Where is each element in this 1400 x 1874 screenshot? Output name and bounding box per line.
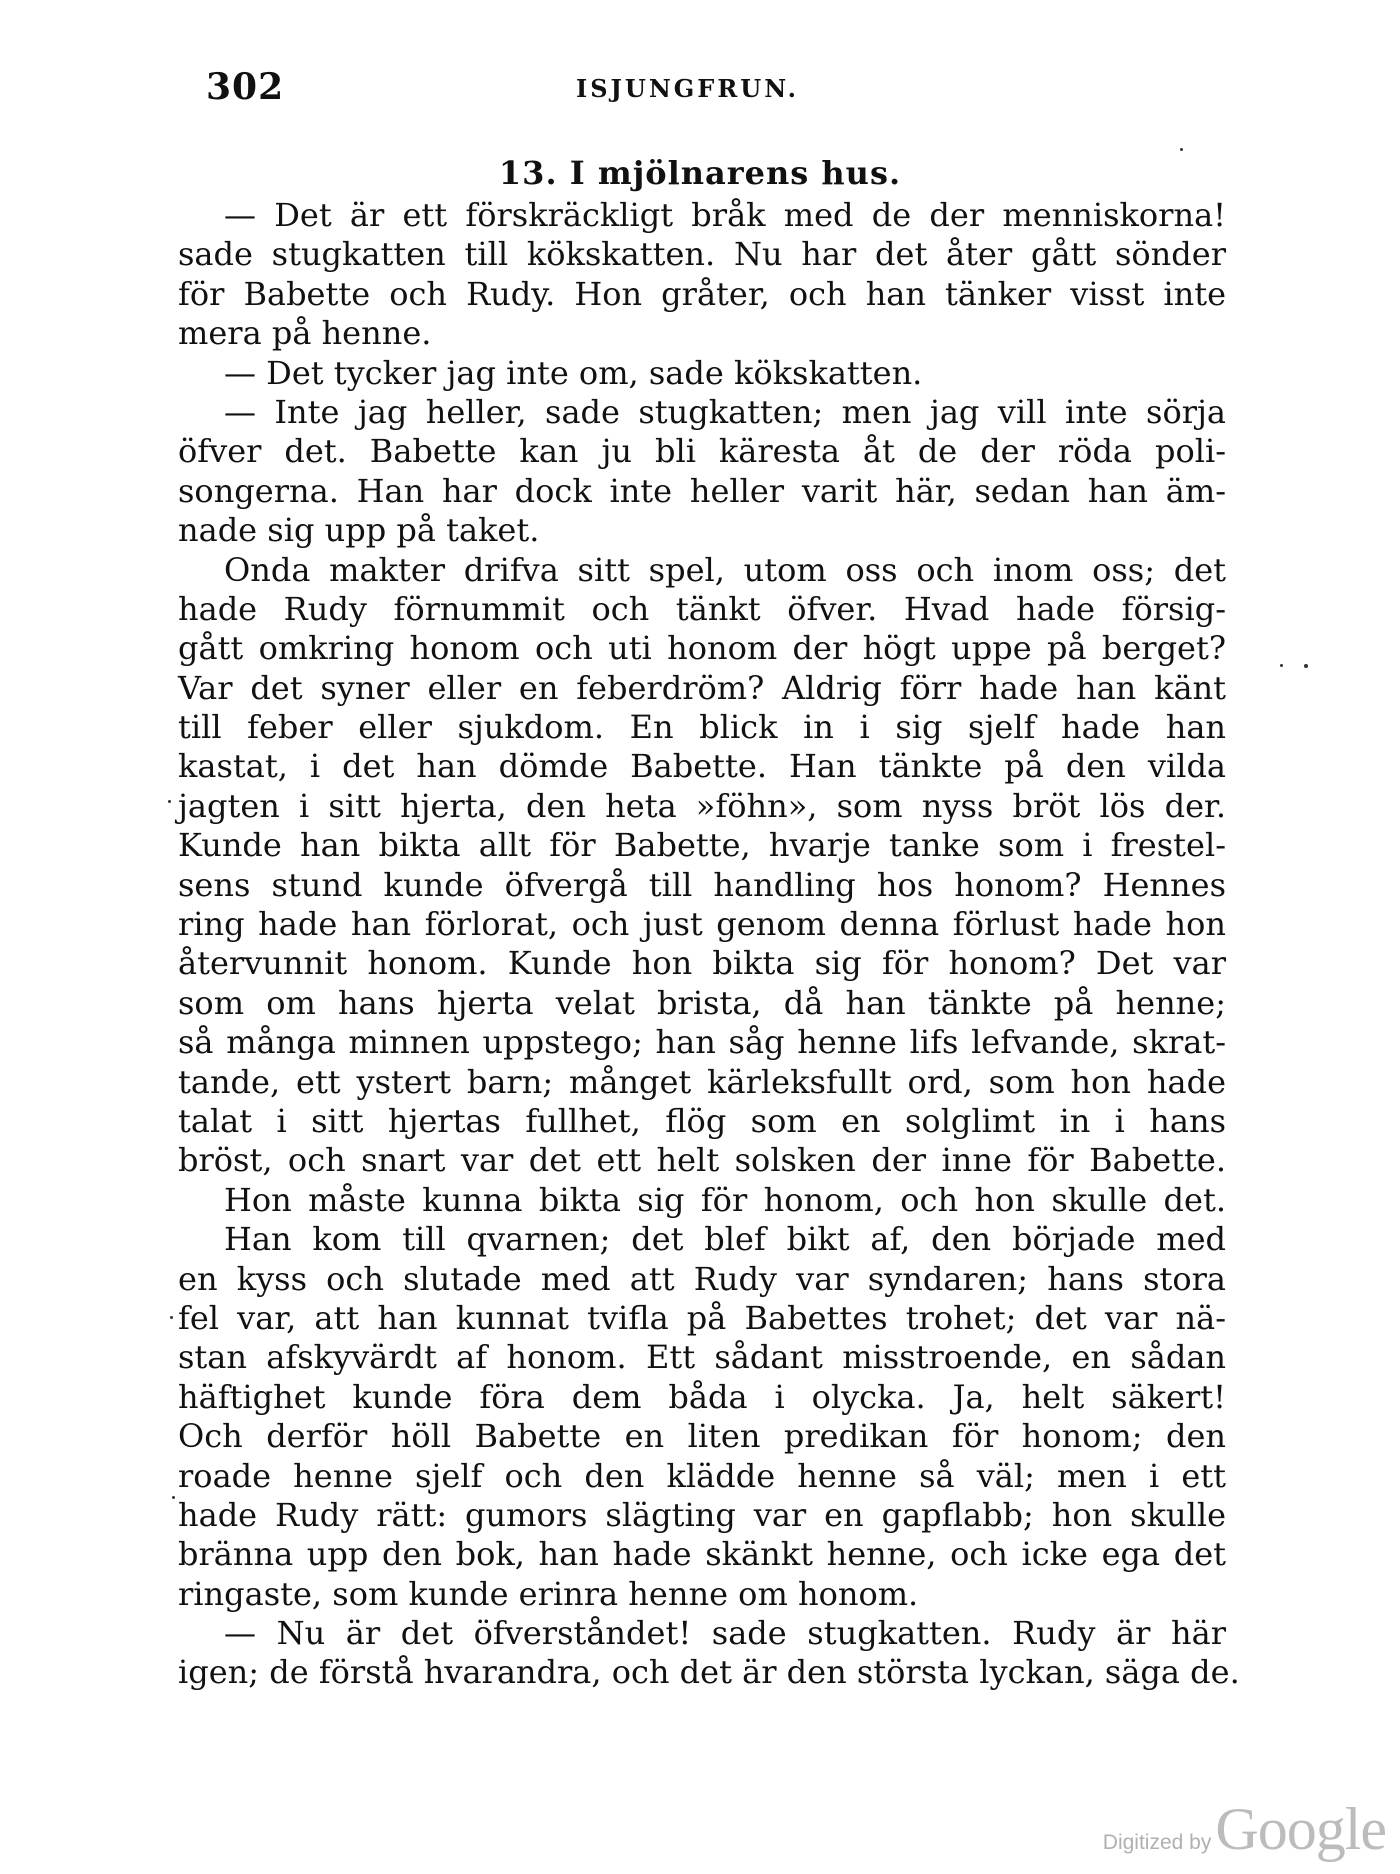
text-line: tande, ett ystert barn; månget kärleksfullt ord, som hon hade [178, 1062, 1226, 1101]
print-speck [168, 800, 171, 803]
text-line: — Det är ett förskräckligt bråk med de der menniskorna! [224, 196, 1226, 234]
text-line: som om hans hjerta velat brista, då han tänkte på henne; [178, 983, 1226, 1022]
text-line: så många minnen uppstego; han såg henne lifs lefvande, skrat- [178, 1023, 1226, 1062]
print-speck [1304, 664, 1308, 668]
text-line: sade stugkatten till kökskatten. Nu har det åter gått sönder [178, 235, 1226, 274]
body-text [178, 196, 1240, 1693]
chapter-title: 13. I mjölnarens hus. [498, 154, 902, 192]
text-line: roade henne sjelf och den klädde henne så väl; men i ett [178, 1456, 1226, 1495]
text-line: — Det tycker jag inte om, sade kökskatten. [224, 353, 923, 392]
text-line: nade sig upp på taket. [178, 511, 540, 550]
text-line: ringaste, som kunde erinra henne om honom. [178, 1574, 919, 1613]
text-line: hade Rudy förnummit och tänkt öfver. Hvad hade försig- [178, 589, 1226, 628]
text-line: sens stund kunde öfvergå till handling hos honom? Hennes [178, 865, 1226, 904]
text-line: igen; de förstå hvarandra, och det är den största lyckan, säga de. [178, 1653, 1240, 1692]
text-line: — Inte jag heller, sade stugkatten; men jag vill inte sörja [224, 392, 1226, 431]
text-line: bröst, och snart var det ett helt solsken der inne för Babette. [178, 1141, 1226, 1180]
text-line: en kyss och slutade med att Rudy var syndaren; hans stora [178, 1259, 1226, 1298]
text-line: till feber eller sjukdom. En blick in i sig sjelf hade han [178, 708, 1226, 747]
running-title: ISJUNGFRUN. [576, 74, 799, 103]
text-line: återvunnit honom. Kunde hon bikta sig för honom? Det var [178, 944, 1226, 983]
text-line: hade Rudy rätt: gumors slägting var en gapflabb; hon skulle [178, 1495, 1226, 1534]
text-line: Hon måste kunna bikta sig för honom, och hon skulle det. [224, 1180, 1226, 1219]
text-line: Och derför höll Babette en liten predikan för honom; den [178, 1417, 1226, 1456]
text-line: för Babette och Rudy. Hon gråter, och han tänker visst inte [178, 274, 1226, 313]
text-line: talat i sitt hjertas fullhet, flög som en solglimt in i hans [178, 1101, 1226, 1140]
text-line: bränna upp den bok, han hade skänkt henne, och icke ega det [178, 1535, 1226, 1574]
print-speck [170, 1316, 173, 1319]
text-line: — Nu är det öfverståndet! sade stugkatten. Rudy är här [224, 1614, 1226, 1653]
text-line: gått omkring honom och uti honom der högt uppe på berget? [178, 629, 1226, 668]
text-line: Han kom till qvarnen; det blef bikt af, den började med [224, 1220, 1226, 1259]
google-logo: Google [1215, 1796, 1386, 1862]
text-line: stan afskyvärdt af honom. Ett sådant misstroende, en sådan [178, 1338, 1226, 1377]
text-line: öfver det. Babette kan ju bli käresta åt de der röda poli- [178, 432, 1226, 471]
watermark-prefix: Digitized by [1102, 1831, 1212, 1854]
page-number: 302 [206, 66, 285, 108]
print-speck [172, 1496, 175, 1499]
text-line: häftighet kunde föra dem båda i olycka. Ja, helt säkert! [178, 1377, 1226, 1416]
text-line: mera på henne. [178, 314, 432, 353]
text-line: songerna. Han har dock inte heller varit här, sedan han äm- [178, 471, 1226, 510]
print-speck [1280, 664, 1283, 667]
text-line: Onda makter drifva sitt spel, utom oss och inom oss; det [224, 550, 1226, 589]
digitized-watermark [1103, 1795, 1386, 1864]
print-speck [1180, 148, 1183, 151]
text-line: fel var, att han kunnat tvifla på Babettes trohet; det var nä- [178, 1298, 1226, 1337]
text-line: jagten i sitt hjerta, den heta »föhn», som nyss bröt lös der. [178, 786, 1226, 825]
text-line: kastat, i det han dömde Babette. Han tänkte på den vilda [178, 747, 1226, 786]
text-line: ring hade han förlorat, och just genom denna förlust hade hon [178, 905, 1226, 944]
text-line: Kunde han bikta allt för Babette, hvarje tanke som i frestel- [178, 826, 1226, 865]
text-line: Var det syner eller en feberdröm? Aldrig förr hade han känt [178, 668, 1226, 707]
